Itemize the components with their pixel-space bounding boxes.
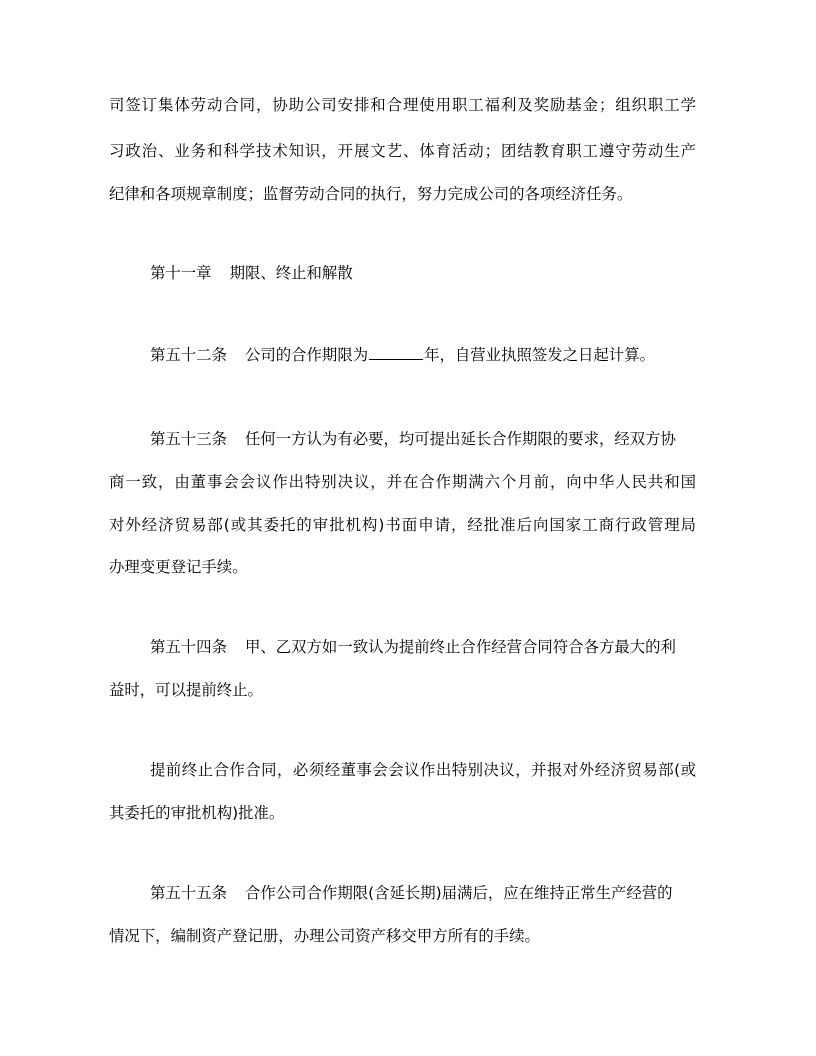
chapter-heading <box>150 263 816 283</box>
text-line <box>109 680 816 700</box>
text-line <box>109 557 816 577</box>
chapter-title: 期限、终止和解散 <box>229 264 353 282</box>
text-line <box>109 472 816 492</box>
text-line <box>109 926 816 946</box>
paragraph-text: 其委托的审批机构)批准。 <box>109 804 285 822</box>
article-number: 第五十四条 <box>150 638 227 656</box>
article-52 <box>150 345 816 365</box>
article-text: 情况下，编制资产登记册，办理公司资产移交甲方所有的手续。 <box>109 927 540 945</box>
article-text: 公司的合作期限为 <box>244 346 369 364</box>
article-text: 益时，可以提前终止。 <box>109 681 263 699</box>
article-text: 甲、乙双方如一致认为提前终止合作经营合同符合各方最大的利 <box>244 638 676 656</box>
article-text: 商一致，由董事会会议作出特别决议，并在合作期满六个月前，向中华人民共和国 <box>109 473 696 491</box>
text-line <box>109 184 816 204</box>
fill-in-blank <box>369 345 423 360</box>
article-55 <box>150 883 816 903</box>
paragraph-text: 司签订集体劳动合同，协助公司安排和合理使用职工福利及奖励基金；组织职工学 <box>109 96 696 114</box>
article-text: 办理变更登记手续。 <box>109 558 248 576</box>
article-text: 对外经济贸易部(或其委托的审批机构)书面申请，经批准后向国家工商行政管理局 <box>109 516 696 534</box>
chapter-number: 第十一章 <box>150 264 212 282</box>
article-number: 第五十三条 <box>150 430 227 448</box>
text-line <box>109 95 816 115</box>
text-line <box>109 803 816 823</box>
article-text: 合作公司合作期限(含延长期)届满后，应在维持正常生产经营的 <box>244 884 673 902</box>
paragraph-text: 纪律和各项规章制度；监督劳动合同的执行，努力完成公司的各项经济任务。 <box>109 185 633 203</box>
text-line <box>109 515 816 535</box>
article-number: 第五十五条 <box>150 884 227 902</box>
termination-paragraph <box>150 760 816 780</box>
paragraph-text: 提前终止合作合同，必须经董事会会议作出特别决议，并报对外经济贸易部(或 <box>150 761 696 779</box>
article-number: 第五十二条 <box>150 346 227 364</box>
paragraph-text: 习政治、业务和科学技术知识，开展文艺、体育活动；团结教育职工遵守劳动生产 <box>109 142 696 160</box>
article-text: 任何一方认为有必要，均可提出延长合作期限的要求，经双方协 <box>244 430 676 448</box>
article-text: 年，自营业执照签发之日起计算。 <box>424 346 655 364</box>
article-54 <box>150 637 816 657</box>
text-line <box>109 141 816 161</box>
article-53 <box>150 429 816 449</box>
